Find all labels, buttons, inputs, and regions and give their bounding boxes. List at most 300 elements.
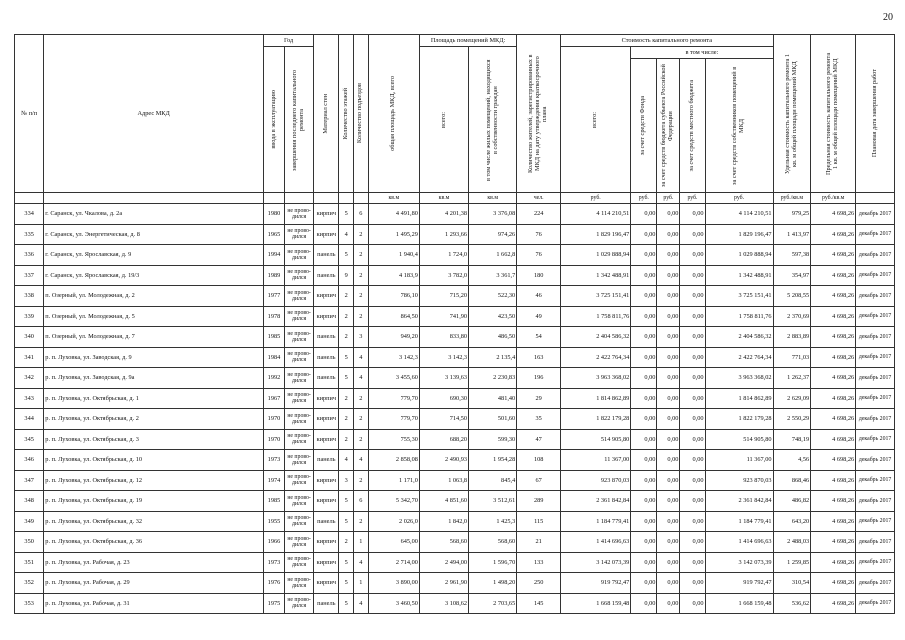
cell-uc: 597,38 — [773, 245, 811, 266]
cell-fl: 2 — [339, 409, 354, 430]
cell-ent: 2 — [354, 245, 369, 266]
cell-pa: 2 494,00 — [419, 552, 468, 573]
cell-y2: не прово-дился — [284, 265, 313, 286]
cell-m: 0,00 — [680, 429, 705, 450]
cell-y1: 1984 — [264, 347, 285, 368]
cell-y1: 1992 — [264, 368, 285, 389]
cell-n: 349 — [15, 511, 44, 532]
table-row — [15, 306, 895, 327]
cell-o: 514 905,80 — [705, 429, 773, 450]
cell-f: 0,00 — [631, 552, 657, 573]
cell-addr: р. п. Луховка, ул. Октябрьская, д. 32 — [44, 511, 264, 532]
cell-f: 0,00 — [631, 245, 657, 266]
cell-ent: 2 — [354, 429, 369, 450]
cell-n: 341 — [15, 347, 44, 368]
cell-addr: п. Озерный, ул. Молодежная, д. 5 — [44, 306, 264, 327]
cell-d: декабрь 2017 — [856, 491, 895, 512]
header-residents: Количество жителей, зарегистрированных в МКД на дату утверждения краткосрочного плана — [527, 54, 549, 173]
cell-f: 0,00 — [631, 224, 657, 245]
cell-f: 0,00 — [631, 491, 657, 512]
cell-y2: не прово-дился — [284, 388, 313, 409]
cell-f: 0,00 — [631, 429, 657, 450]
cell-y2: не прово-дился — [284, 327, 313, 348]
cell-res: 76 — [517, 245, 561, 266]
cell-n: 344 — [15, 409, 44, 430]
cell-ent: 4 — [354, 368, 369, 389]
table-row — [15, 327, 895, 348]
cell-pa: 741,90 — [419, 306, 468, 327]
cell-area: 645,00 — [368, 532, 419, 553]
table-row — [15, 347, 895, 368]
cell-mat: кирпич — [314, 532, 339, 553]
cell-ent: 2 — [354, 224, 369, 245]
cell-n: 351 — [15, 552, 44, 573]
cell-n: 346 — [15, 450, 44, 471]
cell-pa: 715,20 — [419, 286, 468, 307]
cell-ent: 2 — [354, 306, 369, 327]
unit-cell: руб. — [705, 193, 773, 204]
cell-uc: 2 370,69 — [773, 306, 811, 327]
cell-area: 3 890,00 — [368, 573, 419, 594]
cell-res: 163 — [517, 347, 561, 368]
cell-mat: кирпич — [314, 224, 339, 245]
header-federal: за счет средств бюджета субъекта Российской Федерации — [660, 64, 675, 187]
header-premises-area: Площадь помещений МКД: — [419, 35, 516, 47]
cell-res: 29 — [517, 388, 561, 409]
cell-fl: 9 — [339, 265, 354, 286]
cell-uc: 310,54 — [773, 573, 811, 594]
cell-o: 1 184 779,41 — [705, 511, 773, 532]
cell-tot: 2 422 764,34 — [561, 347, 631, 368]
cell-addr: п. Озерный, ул. Молодежная, д. 2 — [44, 286, 264, 307]
cell-d: декабрь 2017 — [856, 286, 895, 307]
cell-addr: р. п. Луховка, ул. Октябрьская, д. 19 — [44, 491, 264, 512]
cell-b: 0,00 — [657, 368, 680, 389]
cell-b: 0,00 — [657, 409, 680, 430]
cell-f: 0,00 — [631, 327, 657, 348]
table-row — [15, 491, 895, 512]
cell-y1: 1985 — [264, 491, 285, 512]
cell-po: 2 230,83 — [469, 368, 517, 389]
cell-res: 46 — [517, 286, 561, 307]
cell-b: 0,00 — [657, 470, 680, 491]
cell-tot: 1 814 862,89 — [561, 388, 631, 409]
cell-b: 0,00 — [657, 347, 680, 368]
header-total-area: общая площадь МКД, всего — [389, 76, 397, 151]
cell-area: 3 455,60 — [368, 368, 419, 389]
cell-b: 0,00 — [657, 593, 680, 614]
cell-po: 599,30 — [469, 429, 517, 450]
cell-fl: 5 — [339, 368, 354, 389]
cell-b: 0,00 — [657, 245, 680, 266]
cell-d: декабрь 2017 — [856, 593, 895, 614]
cell-b: 0,00 — [657, 204, 680, 225]
cell-res: 250 — [517, 573, 561, 594]
table-row — [15, 224, 895, 245]
cell-mc: 4 698,26 — [811, 450, 856, 471]
cell-o: 1 029 888,94 — [705, 245, 773, 266]
cell-f: 0,00 — [631, 470, 657, 491]
cell-y1: 1976 — [264, 573, 285, 594]
cell-ent: 4 — [354, 347, 369, 368]
cell-pa: 2 490,93 — [419, 450, 468, 471]
cell-d: декабрь 2017 — [856, 388, 895, 409]
header-planned-date: Плановая дата завершения работ — [870, 69, 878, 158]
cell-res: 47 — [517, 429, 561, 450]
cell-mat: кирпич — [314, 286, 339, 307]
cell-mc: 4 698,26 — [811, 286, 856, 307]
cell-uc: 486,82 — [773, 491, 811, 512]
cell-mat: кирпич — [314, 552, 339, 573]
cell-uc: 771,03 — [773, 347, 811, 368]
cell-tot: 3 142 073,39 — [561, 552, 631, 573]
cell-addr: р. п. Луховка, ул. Октябрьская, д. 1 — [44, 388, 264, 409]
cell-f: 0,00 — [631, 286, 657, 307]
repair-plan-table — [14, 34, 895, 614]
cell-pa: 3 108,62 — [419, 593, 468, 614]
cell-d: декабрь 2017 — [856, 573, 895, 594]
cell-ent: 2 — [354, 388, 369, 409]
cell-ent: 6 — [354, 204, 369, 225]
cell-y2: не прово-дился — [284, 552, 313, 573]
cell-tot: 1 822 179,28 — [561, 409, 631, 430]
header-floors: Количество этажей — [341, 87, 349, 140]
cell-f: 0,00 — [631, 265, 657, 286]
cell-uc: 2 550,29 — [773, 409, 811, 430]
header-fund: за счет средств Фонда — [639, 95, 647, 156]
cell-y1: 1970 — [264, 409, 285, 430]
cell-fl: 2 — [339, 286, 354, 307]
header-owners: за счет средств собственников помещений в МКД — [731, 66, 746, 185]
table-row — [15, 470, 895, 491]
cell-f: 0,00 — [631, 368, 657, 389]
cell-y2: не прово-дился — [284, 573, 313, 594]
cell-uc: 1 259,85 — [773, 552, 811, 573]
table-row — [15, 286, 895, 307]
cell-addr: р. п. Луховка, ул. Рабочая, д. 31 — [44, 593, 264, 614]
header-repair-cost: Стоимость капитального ремонта — [561, 35, 773, 47]
cell-addr: р. п. Луховка, ул. Октябрьская, д. 10 — [44, 450, 264, 471]
table-row — [15, 573, 895, 594]
cell-fl: 5 — [339, 593, 354, 614]
cell-ent: 1 — [354, 573, 369, 594]
cell-f: 0,00 — [631, 573, 657, 594]
cell-mc: 4 698,26 — [811, 327, 856, 348]
cell-ent: 4 — [354, 450, 369, 471]
cell-uc: 748,19 — [773, 429, 811, 450]
cell-res: 21 — [517, 532, 561, 553]
cell-d: декабрь 2017 — [856, 224, 895, 245]
cell-d: декабрь 2017 — [856, 409, 895, 430]
cell-pa: 1 293,66 — [419, 224, 468, 245]
cell-mat: кирпич — [314, 306, 339, 327]
cell-f: 0,00 — [631, 204, 657, 225]
header-num: № п/п — [15, 35, 44, 193]
unit-cell: руб. — [631, 193, 657, 204]
cell-uc: 979,25 — [773, 204, 811, 225]
cell-b: 0,00 — [657, 265, 680, 286]
cell-n: 347 — [15, 470, 44, 491]
cell-po: 1 954,28 — [469, 450, 517, 471]
cell-d: декабрь 2017 — [856, 552, 895, 573]
cell-m: 0,00 — [680, 327, 705, 348]
cell-area: 1 940,4 — [368, 245, 419, 266]
cell-ent: 4 — [354, 552, 369, 573]
cell-tot: 1 829 196,47 — [561, 224, 631, 245]
cell-res: 76 — [517, 224, 561, 245]
cell-fl: 5 — [339, 347, 354, 368]
cell-res: 289 — [517, 491, 561, 512]
cell-area: 779,70 — [368, 409, 419, 430]
cell-res: 49 — [517, 306, 561, 327]
cell-n: 340 — [15, 327, 44, 348]
cell-uc: 5 208,55 — [773, 286, 811, 307]
cell-uc: 643,20 — [773, 511, 811, 532]
cell-y1: 1967 — [264, 388, 285, 409]
cell-res: 54 — [517, 327, 561, 348]
cell-y1: 1955 — [264, 511, 285, 532]
cell-pa: 3 139,63 — [419, 368, 468, 389]
cell-y1: 1978 — [264, 306, 285, 327]
cell-d: декабрь 2017 — [856, 429, 895, 450]
cell-mc: 4 698,26 — [811, 265, 856, 286]
cell-mat: панель — [314, 327, 339, 348]
cell-mat: кирпич — [314, 409, 339, 430]
cell-b: 0,00 — [657, 388, 680, 409]
cell-o: 11 367,00 — [705, 450, 773, 471]
cell-pa: 1 842,0 — [419, 511, 468, 532]
cell-addr: р. п. Луховка, ул. Заводская, д. 9 — [44, 347, 264, 368]
cell-tot: 2 404 586,32 — [561, 327, 631, 348]
cell-po: 3 376,08 — [469, 204, 517, 225]
cell-addr: р. п. Луховка, ул. Рабочая, д. 23 — [44, 552, 264, 573]
cell-res: 224 — [517, 204, 561, 225]
cell-uc: 1 262,37 — [773, 368, 811, 389]
cell-addr: г. Саранск, ул. Энергетическая, д. 8 — [44, 224, 264, 245]
cell-b: 0,00 — [657, 491, 680, 512]
cell-d: декабрь 2017 — [856, 245, 895, 266]
header-cost-total: всего: — [591, 111, 599, 128]
cell-res: 35 — [517, 409, 561, 430]
cell-addr: п. Озерный, ул. Молодежная, д. 7 — [44, 327, 264, 348]
cell-b: 0,00 — [657, 532, 680, 553]
cell-y2: не прово-дился — [284, 347, 313, 368]
cell-y1: 1994 — [264, 245, 285, 266]
cell-n: 334 — [15, 204, 44, 225]
cell-d: декабрь 2017 — [856, 470, 895, 491]
cell-uc: 2 883,89 — [773, 327, 811, 348]
cell-mc: 4 698,26 — [811, 388, 856, 409]
cell-ent: 2 — [354, 470, 369, 491]
cell-fl: 2 — [339, 306, 354, 327]
cell-po: 501,60 — [469, 409, 517, 430]
cell-uc: 868,46 — [773, 470, 811, 491]
cell-mat: панель — [314, 511, 339, 532]
table-row — [15, 245, 895, 266]
cell-addr: р. п. Луховка, ул. Октябрьская, д. 36 — [44, 532, 264, 553]
unit-cell: руб. — [657, 193, 680, 204]
cell-mat: кирпич — [314, 573, 339, 594]
cell-o: 1 342 488,91 — [705, 265, 773, 286]
unit-cell: руб./кв.м — [773, 193, 811, 204]
cell-tot: 3 963 368,02 — [561, 368, 631, 389]
cell-y1: 1965 — [264, 224, 285, 245]
cell-res: 196 — [517, 368, 561, 389]
cell-f: 0,00 — [631, 306, 657, 327]
cell-po: 2 135,4 — [469, 347, 517, 368]
cell-mat: панель — [314, 245, 339, 266]
cell-n: 339 — [15, 306, 44, 327]
header-year-last-repair: завершения последнего капитального ремонта — [291, 68, 306, 171]
cell-area: 949,20 — [368, 327, 419, 348]
unit-cell: кв.м — [419, 193, 468, 204]
cell-mc: 4 698,26 — [811, 573, 856, 594]
cell-y1: 1973 — [264, 450, 285, 471]
cell-m: 0,00 — [680, 245, 705, 266]
cell-n: 352 — [15, 573, 44, 594]
cell-addr: р. п. Луховка, ул. Октябрьская, д. 3 — [44, 429, 264, 450]
cell-uc: 354,97 — [773, 265, 811, 286]
cell-fl: 2 — [339, 388, 354, 409]
cell-y2: не прово-дился — [284, 429, 313, 450]
cell-o: 1 668 159,48 — [705, 593, 773, 614]
cell-y2: не прово-дился — [284, 368, 313, 389]
cell-y2: не прово-дился — [284, 491, 313, 512]
cell-po: 481,40 — [469, 388, 517, 409]
cell-po: 845,4 — [469, 470, 517, 491]
cell-uc: 4,56 — [773, 450, 811, 471]
cell-m: 0,00 — [680, 204, 705, 225]
cell-b: 0,00 — [657, 573, 680, 594]
cell-m: 0,00 — [680, 306, 705, 327]
cell-y2: не прово-дился — [284, 204, 313, 225]
cell-y2: не прово-дился — [284, 409, 313, 430]
cell-o: 1 758 811,76 — [705, 306, 773, 327]
cell-po: 486,50 — [469, 327, 517, 348]
table-row — [15, 429, 895, 450]
cell-y1: 1975 — [264, 593, 285, 614]
cell-mat: панель — [314, 450, 339, 471]
unit-cell: руб./кв.м — [811, 193, 856, 204]
header-address: Адрес МКД — [44, 35, 264, 193]
cell-mc: 4 698,26 — [811, 532, 856, 553]
table-row — [15, 511, 895, 532]
cell-m: 0,00 — [680, 450, 705, 471]
table-row — [15, 450, 895, 471]
cell-o: 2 404 586,32 — [705, 327, 773, 348]
cell-mat: кирпич — [314, 491, 339, 512]
cell-tot: 4 114 210,51 — [561, 204, 631, 225]
cell-po: 1 596,70 — [469, 552, 517, 573]
header-max-cost: Предельная стоимость капитального ремонта 1 кв. м общей площади помещений МКД — [825, 52, 840, 175]
cell-m: 0,00 — [680, 347, 705, 368]
cell-d: декабрь 2017 — [856, 511, 895, 532]
cell-po: 1 662,8 — [469, 245, 517, 266]
cell-d: декабрь 2017 — [856, 327, 895, 348]
cell-n: 337 — [15, 265, 44, 286]
cell-pa: 3 782,0 — [419, 265, 468, 286]
cell-y1: 1980 — [264, 204, 285, 225]
cell-fl: 3 — [339, 470, 354, 491]
cell-area: 1 171,0 — [368, 470, 419, 491]
cell-m: 0,00 — [680, 470, 705, 491]
cell-pa: 4 201,38 — [419, 204, 468, 225]
cell-y2: не прово-дился — [284, 450, 313, 471]
cell-mat: кирпич — [314, 470, 339, 491]
cell-po: 1 498,20 — [469, 573, 517, 594]
cell-y2: не прово-дился — [284, 470, 313, 491]
cell-b: 0,00 — [657, 286, 680, 307]
cell-y2: не прово-дился — [284, 511, 313, 532]
header-unit-cost: Удельная стоимость капитального ремонта 1 кв. м общей площади помещений МКД — [783, 53, 798, 174]
cell-d: декабрь 2017 — [856, 265, 895, 286]
cell-n: 342 — [15, 368, 44, 389]
cell-mc: 4 698,26 — [811, 470, 856, 491]
cell-area: 755,30 — [368, 429, 419, 450]
cell-n: 353 — [15, 593, 44, 614]
cell-fl: 5 — [339, 204, 354, 225]
cell-uc: 2 488,03 — [773, 532, 811, 553]
cell-mc: 4 698,26 — [811, 593, 856, 614]
cell-area: 786,10 — [368, 286, 419, 307]
cell-o: 2 361 842,84 — [705, 491, 773, 512]
cell-m: 0,00 — [680, 388, 705, 409]
unit-cell: чел. — [517, 193, 561, 204]
cell-ent: 2 — [354, 265, 369, 286]
cell-b: 0,00 — [657, 450, 680, 471]
cell-tot: 2 361 842,84 — [561, 491, 631, 512]
cell-n: 343 — [15, 388, 44, 409]
cell-y2: не прово-дился — [284, 245, 313, 266]
cell-o: 923 870,03 — [705, 470, 773, 491]
cell-o: 3 963 368,02 — [705, 368, 773, 389]
cell-tot: 11 367,00 — [561, 450, 631, 471]
cell-fl: 2 — [339, 429, 354, 450]
cell-tot: 1 342 488,91 — [561, 265, 631, 286]
cell-fl: 2 — [339, 327, 354, 348]
cell-f: 0,00 — [631, 511, 657, 532]
cell-addr: г. Саранск, ул. Ярославская, д. 9 — [44, 245, 264, 266]
cell-area: 1 495,29 — [368, 224, 419, 245]
cell-addr: р. п. Луховка, ул. Октябрьская, д. 2 — [44, 409, 264, 430]
cell-pa: 688,20 — [419, 429, 468, 450]
header-premises-total: всего: — [439, 111, 447, 128]
cell-y1: 1970 — [264, 429, 285, 450]
cell-y1: 1973 — [264, 552, 285, 573]
cell-o: 1 822 179,28 — [705, 409, 773, 430]
cell-m: 0,00 — [680, 532, 705, 553]
cell-ent: 2 — [354, 286, 369, 307]
cell-fl: 5 — [339, 245, 354, 266]
cell-o: 4 114 210,51 — [705, 204, 773, 225]
cell-mc: 4 698,26 — [811, 552, 856, 573]
cell-o: 2 422 764,34 — [705, 347, 773, 368]
cell-pa: 1 063,8 — [419, 470, 468, 491]
cell-tot: 514 905,80 — [561, 429, 631, 450]
cell-area: 2 858,08 — [368, 450, 419, 471]
cell-m: 0,00 — [680, 491, 705, 512]
table-row — [15, 532, 895, 553]
cell-y2: не прово-дился — [284, 593, 313, 614]
cell-n: 335 — [15, 224, 44, 245]
cell-b: 0,00 — [657, 306, 680, 327]
cell-tot: 923 870,03 — [561, 470, 631, 491]
cell-m: 0,00 — [680, 409, 705, 430]
cell-pa: 568,60 — [419, 532, 468, 553]
cell-mc: 4 698,26 — [811, 224, 856, 245]
cell-d: декабрь 2017 — [856, 532, 895, 553]
cell-mc: 4 698,26 — [811, 306, 856, 327]
